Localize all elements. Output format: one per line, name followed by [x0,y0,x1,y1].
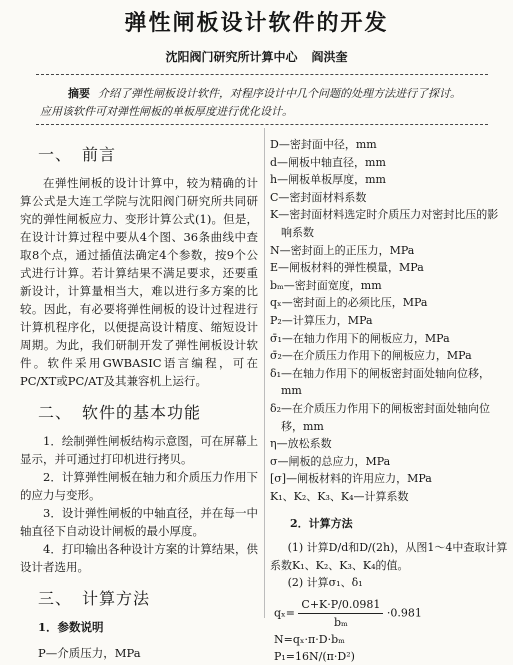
formula-qb: qₓ= $\frac{C+K\cdot P/0.0981}{\text{bₘ}}$ ·0.981 [274,597,422,629]
formula-n: N=qₓ·π·D·bₘ [274,632,345,646]
author-organization: 沈阳阀门研究所计算中心 [165,50,298,64]
column-divider [264,128,265,618]
section-heading-intro: 一、 前言 [38,145,117,164]
symbol-definition: K—密封面材料选定时介质压力对密封比压的影响系数 [270,208,499,239]
abstract [40,85,490,121]
symbol-definition: N—密封面上的正压力，MPa [270,243,415,257]
symbol-list [270,136,508,505]
symbol-definition-p: P—介质压力，MPa [38,646,141,660]
symbol-definition: σ—闸板的总应力，MPa [270,454,391,468]
method-step-2: (2) 计算σ₁、δ₁ [287,576,363,590]
function-item-3: 3．设计弹性闸板的中轴直径，并在每一中轴直径下自动设计闸板的最小厚度。 [20,506,258,538]
symbol-definition: δ₂—在介质压力作用下的闸板密封面处轴向位移，mm [270,401,491,433]
function-item-2: 2．计算弹性闸板在轴力和介质压力作用下的应力与变形。 [20,470,258,502]
symbol-definition: P₂—计算压力，MPa [270,313,373,327]
header-rule-top [36,74,488,75]
function-item-4: 4．打印输出各种设计方案的计算结果，供设计者选用。 [20,542,258,574]
article-title: 弹性闸板设计软件的开发 [124,10,389,36]
section-heading-method: 三、 计算方法 [38,589,151,608]
formula-fraction: $\frac{C+K\cdot P/0.0981}{\text{bₘ}}$ [298,596,383,631]
intro-paragraph: 在弹性闸板的设计计算中，较为精确的计算公式是大连工学院与沈阳阀门研究所共同研究的弹性闸板应力、变形计算公式(1)。但是，在设计计算过程中要从4个图、36条曲线中查取8个点，通过插值法确定4个参数，按9个公式进行计算。若计算结果不满足要求，还要重新设计，计算量相当大，难以进行多方案的比较。因此，有必要将弹性闸板的设计过程进行计算机程序化，以便提高设计精度、缩短设计周期。为此，我们研制开发了弹性闸板设计软件。软件采用GWBASIC语言编程，可在PC/XT或PC/AT及其兼容机上运行。 [20,176,258,388]
section-heading-functions: 二、 软件的基本功能 [38,403,202,422]
symbol-definition: η—放松系数 [270,437,332,451]
function-item-1: 1．绘制弹性闸板结构示意图，可在屏幕上显示，并可通过打印机进行拷贝。 [20,434,258,466]
symbol-definition: [σ]—闸板材料的许用应力，MPa [270,472,432,486]
author-name: 阎洪奎 [311,50,348,64]
symbol-definition: σ̄₂—在介质压力作用下的闸板应力，MPa [270,349,472,363]
abstract-label: 摘要 [68,87,90,100]
symbol-definition: qₓ—密封面上的必须比压，MPa [270,296,428,310]
subheading-calculation-method: 2．计算方法 [290,517,353,531]
abstract-line-2: 应用该软件可对弹性闸板的单板厚度进行优化设计。 [40,105,293,118]
formula-p1: P₁=16N/(π·D²) [274,649,355,663]
subheading-parameters: 1．参数说明 [38,620,104,634]
method-step-1: (1) 计算D/d和D/(2h)，从图1～4中查取计算系数K₁、K₂、K₃、K₄的值。 [270,541,508,572]
symbol-definition: δ₁—在轴力作用下的闸板密封面处轴向位移，mm [270,366,491,398]
right-column [270,136,508,665]
symbol-definition: h—闸板单板厚度，mm [270,173,386,187]
symbol-definition: D—密封面中径，mm [270,138,377,151]
symbol-definition: d—闸板中轴直径，mm [270,155,386,169]
abstract-line-1: 摘要 介绍了弹性闸板设计软件，对程序设计中几个问题的处理方法进行了探讨。 [68,87,461,100]
symbol-definition: C—密封面材料系数 [270,190,367,204]
left-column [20,140,258,662]
formula-block [274,596,508,665]
byline [0,48,513,65]
symbol-definition: σ̄₁—在轴力作用下的闸板应力，MPa [270,331,450,345]
symbol-definition: E—闸板材料的弹性模量，MPa [270,261,424,275]
symbol-definition: K₁、K₂、K₃、K₄—计算系数 [270,489,409,503]
header-rule-bottom [36,124,488,125]
symbol-definition: bₘ—密封面宽度，mm [270,278,382,292]
